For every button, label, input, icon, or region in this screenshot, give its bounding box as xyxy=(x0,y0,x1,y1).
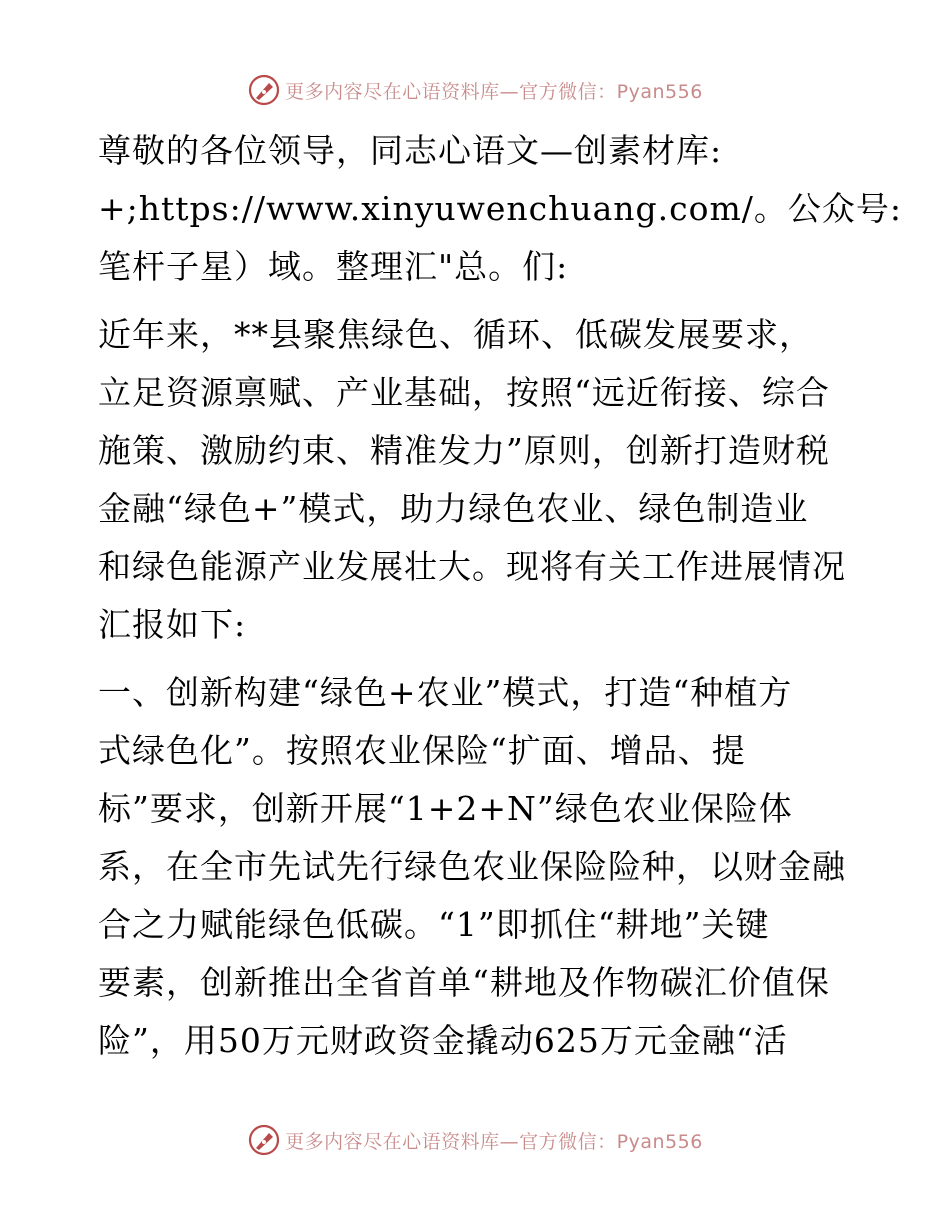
text-line: 要素，创新推出全省首单“耕地及作物碳汇价值保 xyxy=(98,963,830,1002)
document-body xyxy=(98,122,903,1080)
paragraph-greeting xyxy=(98,122,903,296)
text-line: 一、创新构建“绿色+农业”模式，打造“种植方 xyxy=(98,673,793,712)
text-line: 险”，用50万元财政资金撬动625万元金融“活 xyxy=(98,1021,788,1060)
banner-text: 更多内容尽在心语资料库—官方微信：Pyan556 xyxy=(285,80,703,103)
text-line: 金融“绿色+”模式，助力绿色农业、绿色制造业 xyxy=(98,489,809,528)
text-line: 尊敬的各位领导，同志心语文—创素材库: xyxy=(98,131,723,170)
header-banner xyxy=(0,70,950,110)
footer-banner xyxy=(0,1120,950,1160)
text-line: 立足资源禀赋、产业基础，按照“远近衔接、综合 xyxy=(98,373,830,412)
text-line: 合之力赋能绿色低碳。“1”即抓住“耕地”关键 xyxy=(98,905,770,944)
text-line: +;https://www.xinyuwenchuang.com/。公众号: xyxy=(98,189,903,228)
pen-nib-icon xyxy=(247,1123,281,1157)
text-line: 近年来，**县聚焦绿色、循环、低碳发展要求， xyxy=(98,315,813,354)
text-line: 式绿色化”。按照农业保险“扩面、增品、提 xyxy=(98,731,746,770)
pen-nib-icon xyxy=(247,73,281,107)
text-line: 和绿色能源产业发展壮大。现将有关工作进展情况 xyxy=(98,547,846,586)
banner-text: 更多内容尽在心语资料库—官方微信：Pyan556 xyxy=(285,1130,703,1153)
paragraph-intro xyxy=(98,306,858,654)
text-line: 笔杆子星）域。整理汇"总。们: xyxy=(98,247,569,286)
text-line: 汇报如下: xyxy=(98,605,247,644)
text-line: 施策、激励约束、精准发力”原则，创新打造财税 xyxy=(98,431,830,470)
paragraph-section-one xyxy=(98,664,858,1070)
text-line: 系，在全市先试先行绿色农业保险险种，以财金融 xyxy=(98,847,846,886)
text-line: 标”要求，创新开展“1+2+N”绿色农业保险体 xyxy=(98,789,793,828)
